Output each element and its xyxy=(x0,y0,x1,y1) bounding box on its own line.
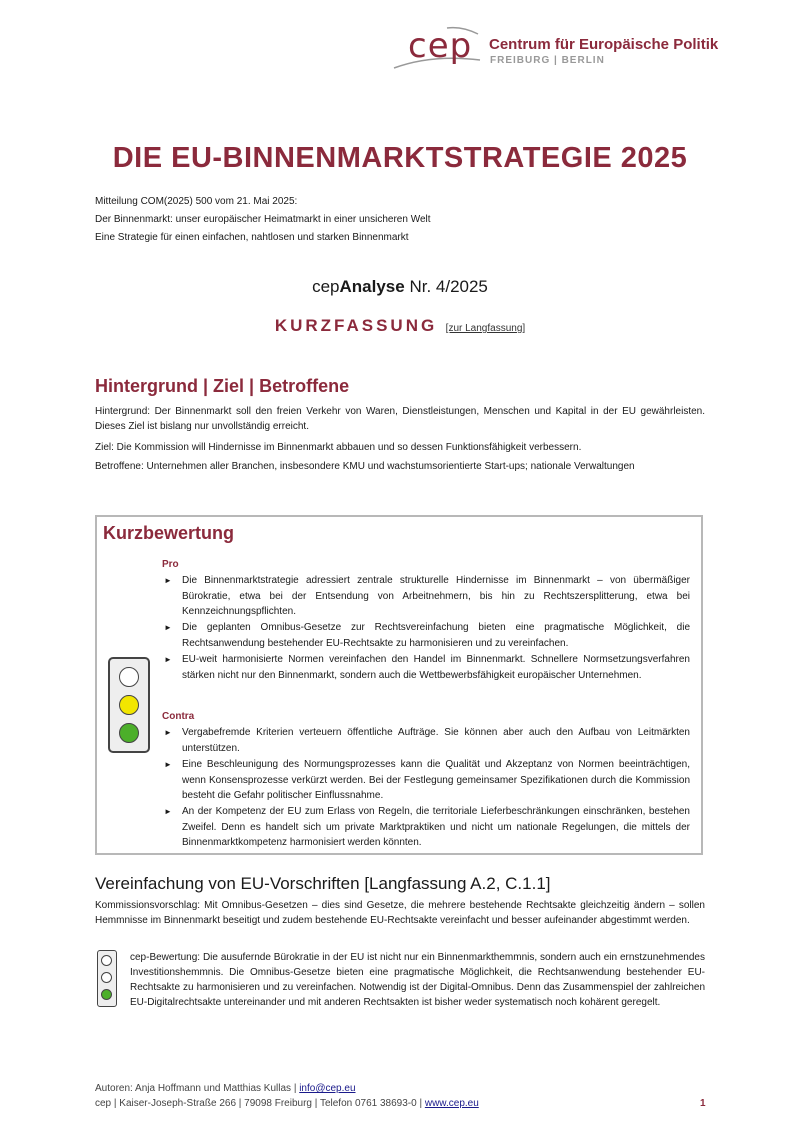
meta-line-3: Eine Strategie für einen einfachen, nahtlosen und starken Binnenmarkt xyxy=(95,232,409,243)
contra-label: Contra xyxy=(162,711,195,722)
document-title: DIE EU-BINNENMARKTSTRATEGIE 2025 xyxy=(112,142,688,174)
meta-line-1: Mitteilung COM(2025) 500 vom 21. Mai 2025: xyxy=(95,196,298,207)
arrow-icon: ► xyxy=(164,576,172,585)
footer-authors: Autoren: Anja Hoffmann und Matthias Kullas | info@cep.eu xyxy=(95,1083,356,1094)
arrow-icon: ► xyxy=(164,760,172,769)
contra-item: ► An der Kompetenz der EU zum Erlass von Regeln, die territoriale Lieferbeschränkungen einschränken, bestehen Zweifel. Denn es handelt sich um private Marktpraktiken und nicht um nationale Regelungen, die mittels der Binnenmarktkompetenz harmonisiert werden könnten. xyxy=(164,806,690,848)
analyse-number xyxy=(0,277,800,297)
kurzbewertung-heading: Kurzbewertung xyxy=(103,523,235,543)
traffic-light-red xyxy=(101,955,112,966)
betroffene-text: Betroffene: Unternehmen aller Branchen, insbesondere KMU und wachstumsorientierte Start-ups; nationale Verwaltungen xyxy=(95,461,635,472)
contra-item: ► Vergabefremde Kriterien verteuern öffentliche Aufträge. Sie können aber auch den Aufbau von Leitmärkten unterstützen. xyxy=(164,727,690,754)
kurzfassung-label: KURZFASSUNG xyxy=(274,316,438,335)
footer-address: cep | Kaiser-Joseph-Straße 266 | 79098 Freiburg | Telefon 0761 38693-0 | www.cep.eu xyxy=(95,1098,479,1109)
langfassung-link[interactable]: [zur Langfassung] xyxy=(445,323,526,334)
arrow-icon: ► xyxy=(164,728,172,737)
traffic-light-green xyxy=(119,723,139,743)
contra-item: ► Eine Beschleunigung des Normungsprozesses kann die Qualität und Akzeptanz von Normen beeinträchtigen, wenn Konsensprozesse verkürzt werden. Bei der Festlegung gemeinsamer Spezifikationen durch die Kommission besteht die Gefahr politischer Einflussnahme. xyxy=(164,759,690,801)
section-heading-vereinfachung: Vereinfachung von EU-Vorschriften [Langfassung A.2, C.1.1] xyxy=(95,874,551,893)
cep-logo: cep xyxy=(408,26,473,66)
hintergrund-text: Hintergrund: Der Binnenmarkt soll den freien Verkehr von Waren, Dienstleistungen, Menschen und Kapital in der EU gewährleisten. Dieses Ziel ist bislang nur unvollständig erreicht. xyxy=(95,406,705,432)
org-locations: FREIBURG | BERLIN xyxy=(490,55,605,66)
traffic-light-red xyxy=(119,667,139,687)
pro-item: ► Die geplanten Omnibus-Gesetze zur Rechtsvereinfachung bieten eine pragmatische Möglichkeit, die Rechtsanwendung bestehender EU-Rechtsakte zu harmonisieren und zu vereinfachen. xyxy=(164,622,690,649)
page-number: 1 xyxy=(700,1098,706,1109)
kurzfassung-header xyxy=(0,316,800,336)
org-name: Centrum für Europäische Politik xyxy=(489,36,719,53)
pro-label: Pro xyxy=(162,559,179,570)
traffic-light-yellow xyxy=(101,972,112,983)
ziel-text: Ziel: Die Kommission will Hindernisse im Binnenmarkt abbauen und so dessen Funktionsfähigkeit verbessern. xyxy=(95,442,582,453)
pro-item: ► Die Binnenmarktstrategie adressiert zentrale strukturelle Hindernisse im Binnenmarkt – von übermäßiger Bürokratie, etwa bei der Entsendung von Arbeitnehmern, bis hin zu Rechtszersplitterung, etwa bei Kennzeichnungspflichten. xyxy=(164,575,690,617)
arrow-icon: ► xyxy=(164,655,172,664)
meta-line-2: Der Binnenmarkt: unser europäischer Heimatmarkt in einer unsicheren Welt xyxy=(95,214,431,225)
small-traffic-light-icon xyxy=(97,950,117,1007)
cep-bewertung-text: cep-Bewertung: Die ausufernde Bürokratie in der EU ist nicht nur ein Binnenmarkthemmnis, sondern auch ein ernstzunehmendes Investitionshemmnis. Die Omnibus-Gesetze bieten eine pragmatische Möglichkeit, die Rechtsanwendung bestehender EU-Rechtsakte zu harmonisieren und zu vereinfachen. Notwendig ist der Digital-Omnibus. Denn das Zusammenspiel der zahlreichen EU-Digitalrechtsakte untereinander und mit anderen Rechtsakten ist bisher weder systematisch noch kohärent geregelt. xyxy=(130,952,705,1008)
section-heading-hintergrund: Hintergrund | Ziel | Betroffene xyxy=(95,376,350,396)
arrow-icon: ► xyxy=(164,623,172,632)
traffic-light-yellow xyxy=(119,695,139,715)
kommissionsvorschlag-text: Kommissionsvorschlag: Mit Omnibus-Gesetzen – dies sind Gesetze, die mehrere bestehende Rechtsakte gleichzeitig ändern – sollen Hemmnisse im Binnenmarkt beseitigt und zudem bestehende EU-Rechtsakte vereinfacht und besser aufeinander abgestimmt werden. xyxy=(95,900,705,926)
analyse-prefix: cep xyxy=(312,277,340,296)
traffic-light-icon xyxy=(108,657,150,753)
website-link[interactable]: www.cep.eu xyxy=(424,1098,479,1109)
pro-item: ► EU-weit harmonisierte Normen vereinfachen den Handel im Binnenmarkt. Schnellere Normsetzungsverfahren stärken nicht nur den Binnenmarkt, sondern auch die Wettbewerbsfähigkeit europäischer Unternehmen. xyxy=(164,654,690,681)
traffic-light-green xyxy=(101,989,112,1000)
analyse-nr: Nr. 4/2025 xyxy=(404,277,488,296)
analyse-bold: Analyse xyxy=(339,277,405,296)
email-link[interactable]: info@cep.eu xyxy=(299,1083,356,1094)
arrow-icon: ► xyxy=(164,807,172,816)
